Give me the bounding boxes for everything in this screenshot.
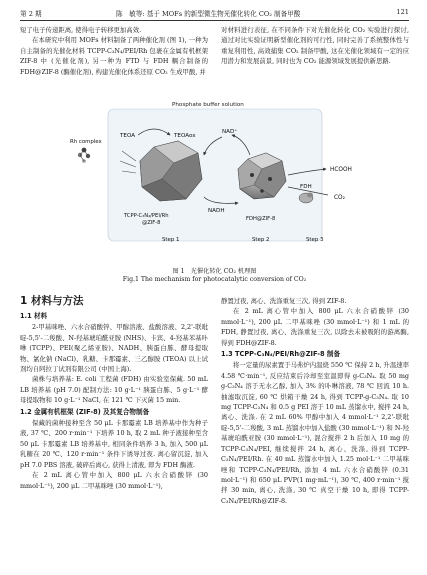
buffer-label: Phosphate buffer solution — [172, 102, 244, 108]
page-number: 121 — [396, 8, 409, 16]
teoa-ox-label: TEOAox — [174, 133, 196, 139]
materials-paragraph: 2-甲基咪唑、六水合硝酸锌、甲醇溶液、盐酸溶液、2,2'-联吡啶-5,5'-二羧酸、N-羟基琥珀酰亚胺 (NHS)、卡宾、4-羟基苯基卟啉 (TCPP)、PEI(聚乙烯亚胺)、NADH、胰蛋白胨、酵母提取物、氯化钠 (NaCl)、乳糖、卡那霉素、三乙醇胺 (TEOA) 以上试剂均自阿拉丁试剂有限公司 (中国上海). — [20, 323, 208, 374]
methods-left-column — [20, 310, 208, 491]
running-header — [20, 6, 409, 20]
subsection-zif8: 1.2 金属有机框架 (ZIF-8) 及其复合物制备 — [20, 407, 150, 416]
hcooh-label: HCOOH — [330, 167, 352, 173]
rh-complex-icon — [78, 148, 90, 163]
step-2-label: Step 2 — [252, 237, 270, 243]
zif8-prep-paragraph: 在 2 mL 离心管中加入 800 μL 六水合硝酸锌 (30 mmol·L⁻¹), 200 μL 二甲基咪唑 (30 mmol·L⁻¹), — [20, 471, 208, 490]
figure-caption-cn: 图 1 光催化转化 CO₂ 机理图 — [172, 268, 257, 275]
fdh-zif8-paragraph: 在 2 mL 离心管中加入 800 μL 六水合硝酸锌 (30 mmol·L⁻¹), 200 μL 二甲基咪唑 (30 mmol·L⁻¹) 和 1 mL 的 FDH, 静置过夜, 离心、洗涤重复三次, 以除去未被吸附的游离酶, 得到 FDH@ZIF-8. — [221, 307, 409, 347]
mechanism-diagram — [62, 95, 362, 263]
methods-right-column — [221, 296, 409, 506]
intro-paragraph-3: 对材料进行表征, 在不同条件下对光催化转化 CO₂ 实验进行探讨, 通过对比实验证明新型催化剂的可行性, 同时完善了系统整体性与重复利用性, 高效捕集 CO₂ 制备甲酸, 这在光催化领域有一定的应用潜力和发展前景, 同时也为 CO₂ 能源领域发展提供新思路. — [221, 26, 409, 66]
buffer-region — [108, 109, 322, 241]
photocatalyst-prep-paragraph: 将一定量的尿素置于马弗炉内温烧 550 ℃ 保持 2 h, 升温速率 4.58 ℃·min⁻¹, 反应结束后冷却至室温即得 g-C₃N₄. 取 50 mg g-C₃N₄ 溶于无水乙醇, 加入 3% 的卟啉溶液, 78 ℃ 回流 10 h. 抽滤取沉淀, 60 ℃ 烘箱干燥 24 h, 得到 TCPP-g-C₃N₄. 取 10 mg TCPP-C₃N₄ 和 0.5 g PEI 溶于 10 mL 蒸馏水中, 搅拌 24 h, 离心、洗涤. 在 2 mL 60% 甲醇中加入 4 mmol·L⁻¹ 2,2'-联吡啶-5,5'-二羧酸, 3 mL 蒸馏水中加入盐酸 (30 mmol·L⁻¹) 和 N-羟基琥珀酰亚胺 (30 mmol·L⁻¹), 混合搅拌 2 h 后加入 10 mg 的 TCPP-C₃N₄/PEI, 继续搅拌 24 h, 离心、洗涤, 得到 TCPP-C₃N₄/PEI/Rh. 在 40 mL 蒸馏水中加入 1.25 mol·L⁻¹ 二甲基咪唑和 TCPP-C₃N₄/PEI/Rh, 添加 4 mL 六水合硝酸锌 (0.31 mol·L⁻¹) 和 650 μL PVP(1 mg·mL⁻¹), 30 ℃, 400 r·min⁻¹ 搅拌 30 min, 离心, 洗涤, 30 ℃ 真空干燥 10 h, 即得 TCPP-C₃N₄/PEI/Rh@ZIF-8. — [221, 361, 409, 505]
photocatalyst-label-2: @ZIF-8 — [142, 220, 161, 226]
zif8-cont-paragraph: 静置过夜, 离心、洗涤重复三次, 得到 ZIF-8. — [221, 297, 347, 305]
subsection-materials: 1.1 材料 — [20, 312, 48, 320]
figure-caption-en: Fig.1 The mechanism for photocatalytic conversion of CO₂ — [122, 276, 307, 283]
fdh-label: FDH — [300, 184, 312, 190]
fdh-prep-paragraph: 保藏的菌种接种至含 50 μL 卡那霉素 LB 培养基中作为种子液, 37 ℃、200 r·min⁻¹ 下培养 10 h, 取 2 mL 种子液接种至含 50 μL 卡那霉素 LB 培养基中, 相同条件培养 3 h, 加入 500 μL 乳糖在 20 ℃、120 r·min⁻¹ 条件下诱导过夜. 离心留沉淀, 加入 pH 7.0 PBS 溶液, 破碎后离心, 获得上清液, 即为 FDH 酶液. — [20, 419, 208, 469]
header-rule — [20, 20, 409, 21]
subsection-photocatalyst: 1.3 TCPP-C₃N₄/PEI/Rh@ZIF-8 制备 — [221, 350, 341, 359]
co2-label: CO₂ — [334, 195, 345, 201]
step-3-label: Step 3 — [306, 237, 324, 243]
section-heading: 1 材料与方法 — [20, 295, 84, 307]
teoa-label: TEOA — [120, 133, 136, 139]
intro-paragraph-1: 短了电子传递距离, 使得电子转移更加高效. — [20, 26, 142, 34]
nad-plus-label: NAD⁺ — [222, 129, 238, 135]
intro-right-column — [221, 25, 409, 67]
enzyme-label: FDH@ZIF-8 — [246, 216, 276, 222]
step-1-label: Step 1 — [162, 237, 180, 243]
running-title: 陈 敏等: 基于 MOFs 的新型微生物光催化转化 CO₂ 制备甲酸 — [116, 10, 301, 18]
intro-paragraph-2: 在本研究中利用 MOFs 材料制备了两种催化剂 (图 1), 一种为自主制备的光催化材料 TCPP-C₃N₄/PEI/Rh 包裹在金属有机框架 ZIF-8 中 (光催化剂), 另一种为 FTD 与 FDH 耦合制备的 FDH@ZIF-8 (酶催化剂), 构建光催化体系还原 CO₂ 生成甲酸, 并 — [20, 36, 208, 76]
intro-left-column — [20, 25, 208, 77]
nadh-label: NADH — [208, 208, 225, 214]
issue-number: 第 2 期 — [20, 10, 42, 18]
strain-paragraph: 菌株与培养基: E. coli 工程菌 (FDH) 由实验室保藏. 50 mL LB 培养基 (pH 7.0) 配制方法: 10 g·L⁻¹ 胰蛋白胨、5 g·L⁻¹ 酵母提取物和 10 g·L⁻¹ NaCl, 在 121 ℃ 下灭菌 15 min. — [20, 375, 208, 405]
photocatalyst-label-1: TCPP-C₃N₄/PEI/Rh — [124, 213, 169, 219]
figure-1 — [62, 95, 362, 263]
rh-complex-label: Rh complex — [70, 139, 102, 145]
